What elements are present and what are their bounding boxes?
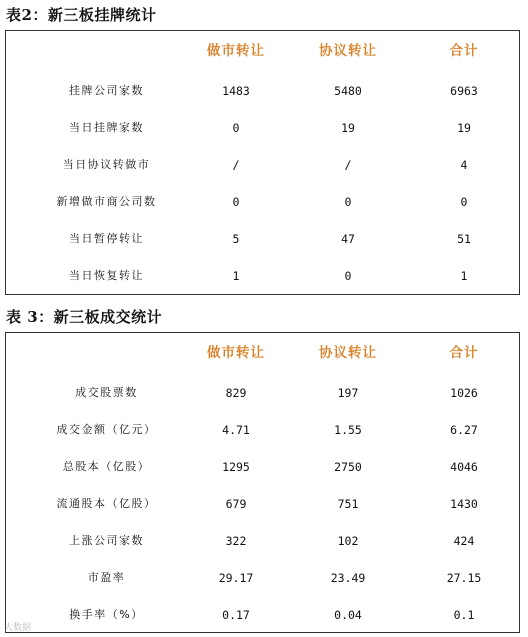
table-row (6, 192, 519, 212)
cell-market-making: 829 (225, 386, 247, 400)
table-row (6, 457, 519, 477)
table-row (6, 494, 519, 514)
cell-market-making: 0.17 (222, 608, 250, 622)
cell-total: 27.15 (446, 571, 482, 585)
cell-market-making: 0 (232, 195, 240, 209)
table2-header-row (6, 41, 519, 61)
watermark: 大数据 (4, 623, 32, 633)
table2-header-agreement: 协议转让 (319, 43, 377, 59)
table-row (6, 81, 519, 101)
table3-title: 表 3：新三板成交统计 (6, 308, 163, 326)
cell-agreement: 47 (341, 232, 355, 246)
cell-total: 4 (460, 158, 468, 172)
cell-market-making: 1483 (222, 84, 250, 98)
row-label: 新增做市商公司数 (56, 195, 157, 208)
row-label: 换手率（%） (69, 608, 144, 621)
cell-total: 6.27 (450, 423, 478, 437)
row-label: 上涨公司家数 (69, 534, 144, 547)
cell-total: 0.1 (453, 608, 475, 622)
table-row (6, 266, 519, 286)
table2-header-market-making: 做市转让 (207, 43, 265, 59)
row-label: 当日暂停转让 (69, 232, 144, 245)
cell-agreement: 0 (344, 269, 352, 283)
cell-market-making: 0 (232, 121, 240, 135)
table-row (6, 420, 519, 440)
row-label: 流通股本（亿股） (56, 497, 157, 510)
table-row (6, 229, 519, 249)
cell-agreement: 2750 (334, 460, 362, 474)
table3-header-total: 合计 (449, 345, 479, 361)
table2-box (5, 30, 520, 295)
cell-agreement: 1.55 (334, 423, 362, 437)
row-label: 成交股票数 (75, 386, 138, 399)
cell-agreement: 5480 (334, 84, 362, 98)
cell-agreement: 751 (337, 497, 359, 511)
row-label: 总股本（亿股） (62, 460, 151, 473)
cell-agreement: 19 (341, 121, 355, 135)
cell-total: 1 (460, 269, 468, 283)
table-row (6, 155, 519, 175)
table3-box (5, 332, 520, 633)
row-label: 成交金额（亿元） (56, 423, 157, 436)
table-row (6, 118, 519, 138)
cell-total: 1430 (450, 497, 478, 511)
cell-total: 6963 (450, 84, 478, 98)
table-row (6, 383, 519, 403)
cell-market-making: 29.17 (218, 571, 254, 585)
table2-title: 表2：新三板挂牌统计 (6, 6, 157, 24)
cell-market-making: 679 (225, 497, 247, 511)
row-label: 市盈率 (87, 571, 126, 584)
table3-header-market-making: 做市转让 (207, 345, 265, 361)
row-label: 当日协议转做市 (62, 158, 151, 171)
table-row (6, 531, 519, 551)
row-label: 挂牌公司家数 (69, 84, 144, 97)
cell-market-making: / (232, 158, 240, 172)
table2-header-total: 合计 (449, 43, 479, 59)
table3-header-row (6, 343, 519, 363)
table3-header-agreement: 协议转让 (319, 345, 377, 361)
row-label: 当日挂牌家数 (69, 121, 144, 134)
cell-agreement: / (344, 158, 352, 172)
cell-agreement: 0 (344, 195, 352, 209)
cell-agreement: 102 (337, 534, 359, 548)
table-row (6, 568, 519, 588)
cell-agreement: 197 (337, 386, 359, 400)
cell-total: 51 (457, 232, 471, 246)
cell-market-making: 5 (232, 232, 240, 246)
cell-total: 19 (457, 121, 471, 135)
cell-total: 1026 (450, 386, 478, 400)
cell-total: 4046 (450, 460, 478, 474)
cell-agreement: 23.49 (330, 571, 366, 585)
cell-total: 424 (453, 534, 475, 548)
cell-agreement: 0.04 (334, 608, 362, 622)
cell-market-making: 4.71 (222, 423, 250, 437)
cell-market-making: 1295 (222, 460, 250, 474)
row-label: 当日恢复转让 (69, 269, 144, 282)
table-row (6, 605, 519, 625)
cell-market-making: 1 (232, 269, 240, 283)
cell-total: 0 (460, 195, 468, 209)
cell-market-making: 322 (225, 534, 247, 548)
